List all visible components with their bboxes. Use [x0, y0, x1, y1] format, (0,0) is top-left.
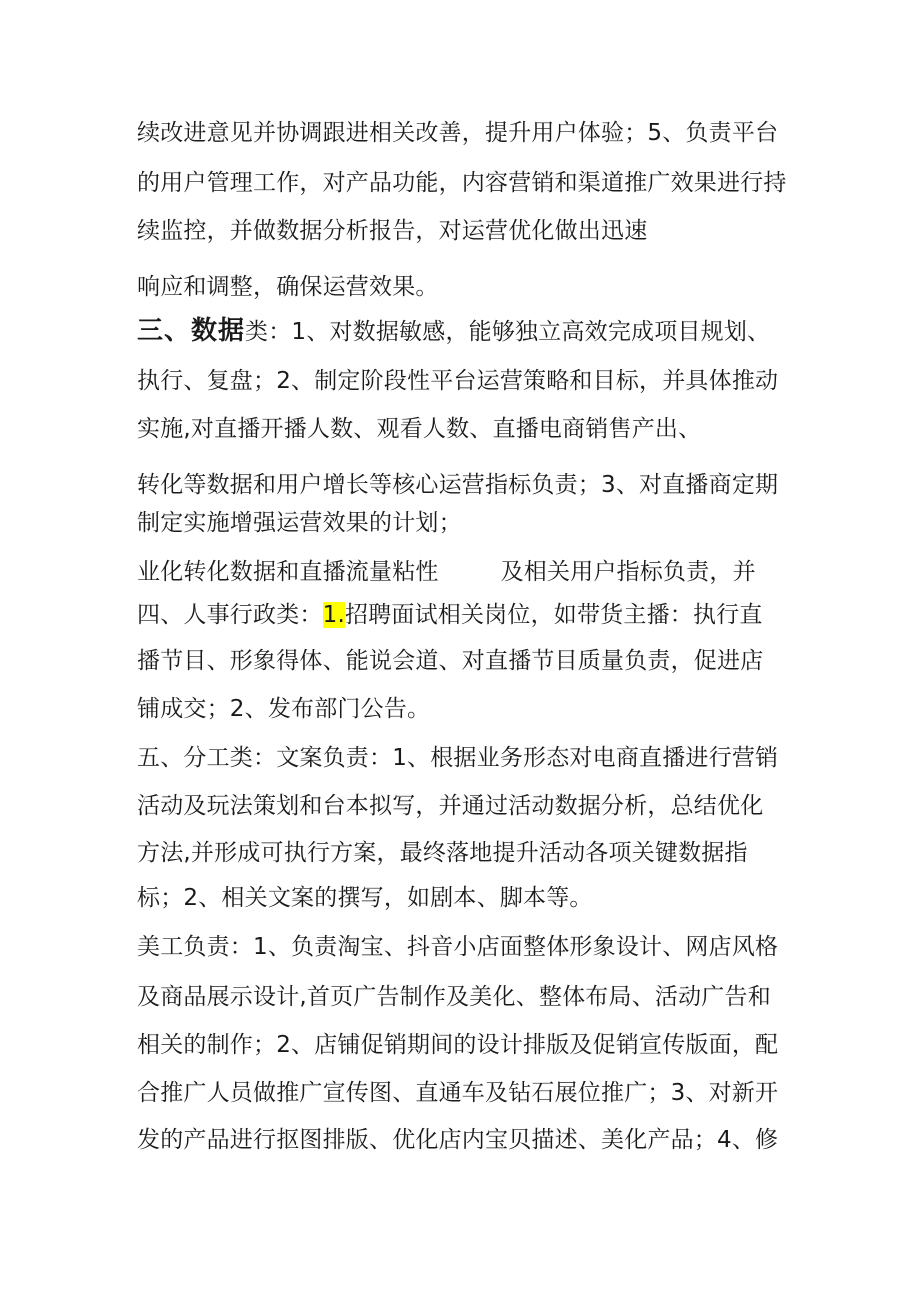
business-text-part2: 及相关用户指标负责，并	[500, 559, 756, 585]
text-line: 合推广人员做推广宣传图、直通车及钻石展位推广；3、对新开	[137, 1080, 779, 1106]
highlighted-number: 1.	[322, 602, 345, 628]
text-line: 方法,并形成可执行方案，最终落地提升活动各项关键数据指	[137, 840, 748, 866]
text-line: 活动及玩法策划和台本拟写，并通过活动数据分析，总结优化	[137, 793, 764, 819]
section-3-text: 类：1、对数据敏感，能够独立高效完成项目规划、	[245, 319, 771, 345]
business-text-part1: 业化转化数据和直播流量粘性	[137, 559, 439, 585]
text-line: 及商品展示设计,首页广告制作及美化、整体布局、活动广告和	[137, 984, 771, 1010]
section-4-text: 招聘面试相关岗位，如带货主播：执行直	[344, 602, 763, 628]
business-line	[137, 557, 756, 587]
text-line: 五、分工类：文案负责：1、根据业务形态对电商直播进行营销	[137, 745, 779, 771]
section-3-heading: 三、数据	[137, 316, 246, 346]
text-line: 相关的制作；2、店铺促销期间的设计排版及促销宣传版面，配	[137, 1032, 779, 1058]
section-4-heading: 四、人事行政类：	[137, 602, 323, 628]
text-line: 制定实施增强运营效果的计划；	[137, 510, 462, 536]
text-line: 续监控，并做数据分析报告，对运营优化做出迅速	[137, 218, 648, 244]
text-line: 响应和调整，确保运营效果。	[137, 274, 439, 300]
text-line: 发的产品进行抠图排版、优化店内宝贝描述、美化产品；4、修	[137, 1127, 779, 1153]
section-4-line	[137, 600, 763, 630]
text-line: 的用户管理工作，对产品功能，内容营销和渠道推广效果进行持	[137, 170, 787, 196]
section-3-line	[137, 316, 770, 347]
text-line: 执行、复盘；2、制定阶段性平台运营策略和目标，并具体推动	[137, 368, 779, 394]
text-line: 铺成交；2、发布部门公告。	[137, 696, 431, 722]
text-line: 播节目、形象得体、能说会道、对直播节目质量负责，促进店	[137, 648, 764, 674]
text-line: 美工负责：1、负责淘宝、抖音小店面整体形象设计、网店风格	[137, 934, 779, 960]
text-line: 续改进意见并协调跟进相关改善，提升用户体验；5、负责平台	[137, 120, 779, 146]
text-line: 标；2、相关文案的撰写，如剧本、脚本等。	[137, 885, 593, 911]
text-line: 转化等数据和用户增长等核心运营指标负责；3、对直播商定期	[137, 472, 779, 498]
text-line: 实施,对直播开播人数、观看人数、直播电商销售产出、	[137, 416, 702, 442]
